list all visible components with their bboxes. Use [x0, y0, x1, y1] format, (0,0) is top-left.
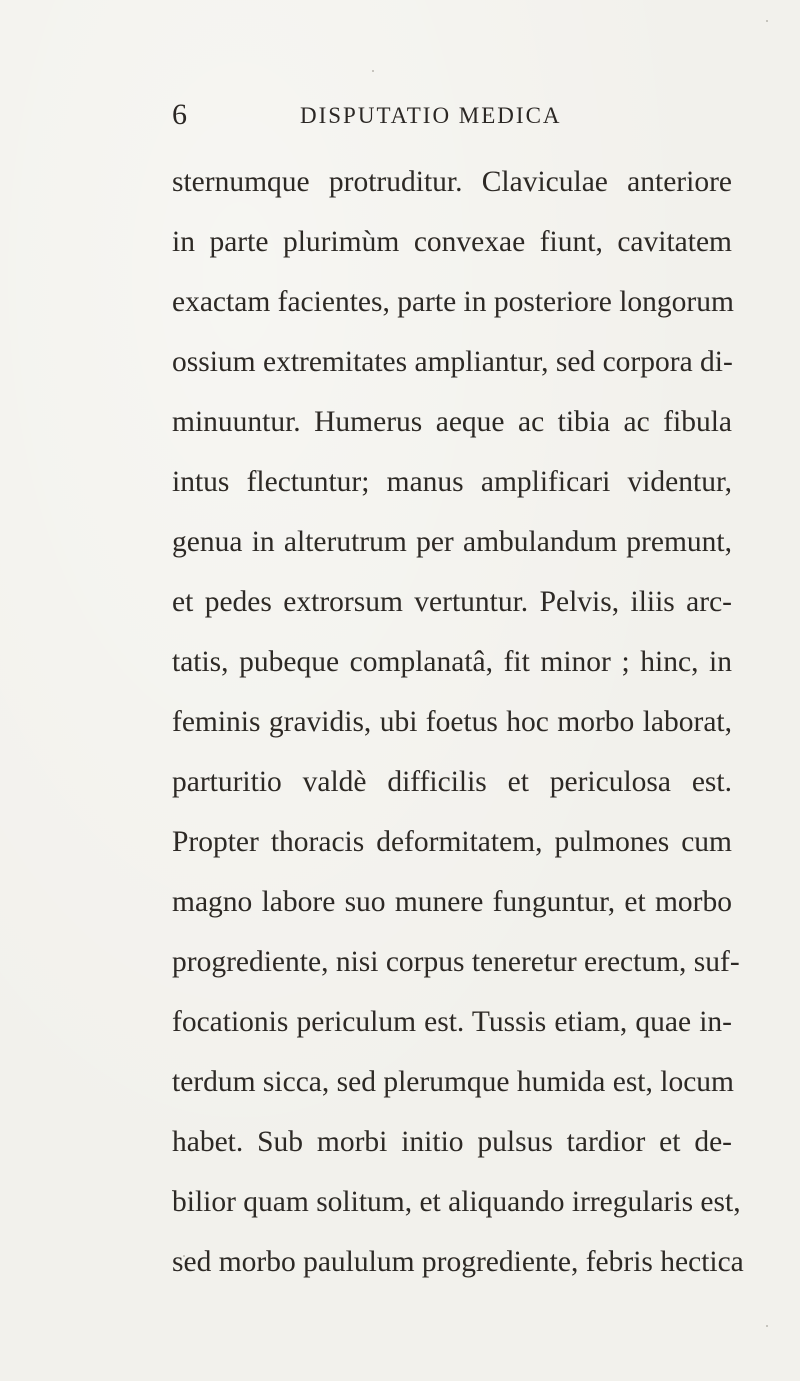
page-header: [172, 97, 732, 133]
text-line: genua in alterutrum per ambulandum premunt,: [172, 526, 732, 558]
text-line: sed morbo paululum progrediente, febris hectica: [172, 1246, 744, 1278]
text-line: minuuntur. Humerus aeque ac tibia ac fibula: [172, 406, 732, 438]
text-line: Propter thoracis deformitatem, pulmones cum: [172, 826, 732, 858]
paper-speck: [766, 20, 768, 22]
text-line: et pedes extrorsum vertuntur. Pelvis, iliis arc-: [172, 586, 732, 618]
text-line: sternumque protruditur. Claviculae anteriore: [172, 166, 732, 198]
text-line: progrediente, nisi corpus teneretur erectum, suf-: [172, 946, 740, 978]
text-line: intus flectuntur; manus amplificari videntur,: [172, 466, 732, 498]
text-line: ossium extremitates ampliantur, sed corpora di-: [172, 346, 733, 378]
text-line: habet. Sub morbi initio pulsus tardior et de-: [172, 1126, 732, 1158]
text-line: parturitio valdè difficilis et periculosa est.: [172, 766, 732, 798]
text-line: magno labore suo munere funguntur, et morbo: [172, 886, 732, 918]
text-line: exactam facientes, parte in posteriore longorum: [172, 286, 734, 318]
paper-speck: [372, 70, 374, 72]
text-line: terdum sicca, sed plerumque humida est, locum: [172, 1066, 734, 1098]
text-line: in parte plurimùm convexae fiunt, cavitatem: [172, 226, 732, 258]
running-head: DISPUTATIO MEDICA: [300, 103, 562, 128]
text-line: focationis periculum est. Tussis etiam, quae in-: [172, 1006, 732, 1038]
body-text: [172, 158, 744, 1298]
text-line: feminis gravidis, ubi foetus hoc morbo laborat,: [172, 706, 732, 738]
paper-speck: [766, 1325, 768, 1327]
page-number: 6: [172, 98, 187, 131]
text-line: bilior quam solitum, et aliquando irregularis est,: [172, 1186, 741, 1218]
text-line: tatis, pubeque complanatâ, fit minor ; hinc, in: [172, 646, 732, 678]
